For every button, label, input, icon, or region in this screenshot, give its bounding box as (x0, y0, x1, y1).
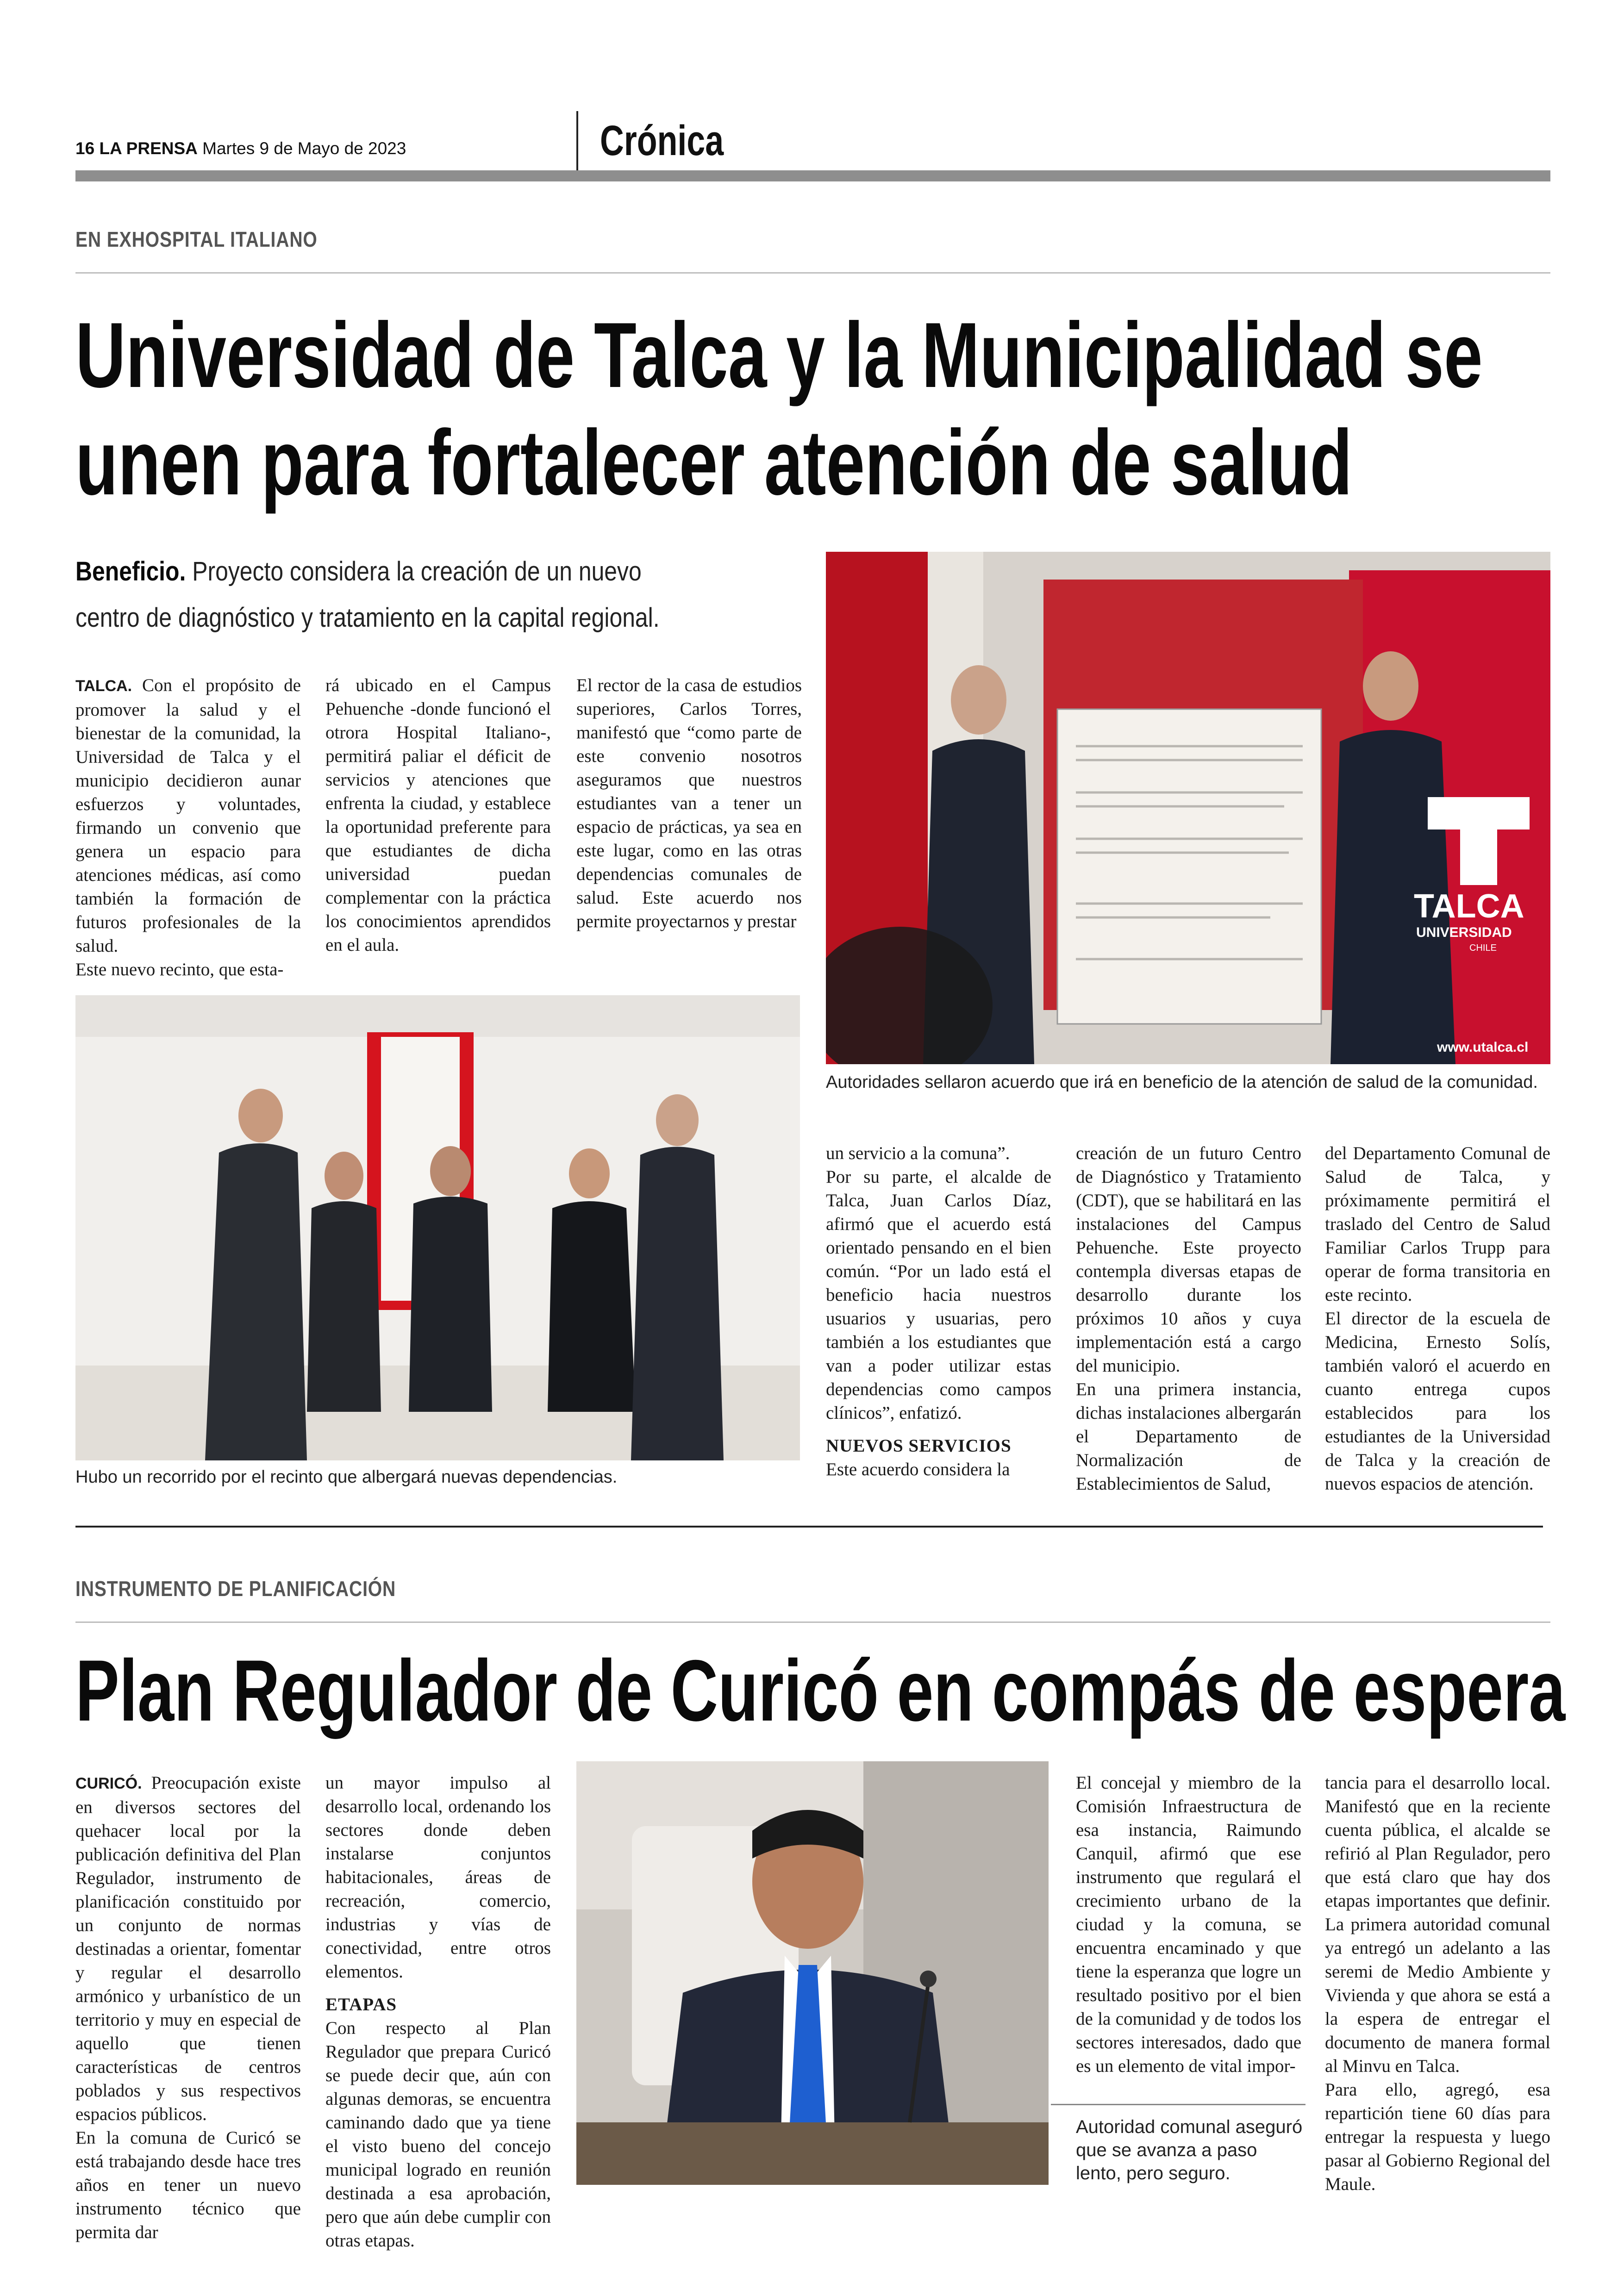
article1-column-1 (75, 674, 301, 981)
article1-column-6 (1325, 1141, 1550, 1496)
councilman-portrait-illustration (576, 1761, 1049, 2185)
signing-ceremony-photo (826, 552, 1550, 1064)
kicker-rule (75, 1621, 1550, 1623)
body-text: Con respecto al Plan Regulador que prepara Curicó se puede decir que, aún con algunas demoras, se encuentra caminando dado que ya tiene el visto bueno del concejo municipal logrado en reunión destinada a esa aprobación, pero que aún debe cumplir con otras etapas. (325, 2018, 551, 2251)
councilman-portrait-photo (576, 1761, 1049, 2185)
banner-country: CHILE (1469, 943, 1497, 953)
article2-column-4 (1325, 1771, 1550, 2196)
body-text: Para ello, agregó, esa repartición tiene 60 días para entregar la respuesta y luego pasar al Gobierno Regional del Maule. (1325, 2080, 1550, 2194)
banner-url: www.utalca.cl (1437, 1040, 1529, 1055)
article1-lead (75, 549, 697, 641)
article1-column-3 (576, 674, 802, 933)
photo1-caption: Autoridades sellaron acuerdo que irá en beneficio de la atención de salud de la comunidad. (826, 1073, 1538, 1092)
lead-text: Proyecto considera la creación de un nuevo centro de diagnóstico y tratamiento en la capital regional. (75, 556, 660, 633)
body-text: El concejal y miembro de la Comisión Infraestructura de esa instancia, Raimundo Canquil, afirmó que ese instrumento que regulará el crecimiento urbano de la ciudad y la comuna, se encuentra encaminado y que tiene la esperanza que logre un resultado positivo por el bien de la comunidad y de todos los sectores interesados, dado que es un elemento de vital impor- (1076, 1773, 1301, 2076)
article2-kicker: INSTRUMENTO DE PLANIFICACIÓN (75, 1577, 396, 1601)
article2-column-1 (75, 1771, 301, 2244)
body-text: tancia para el desarrollo local. Manifestó que en la reciente cuenta pública, el alcalde se refirió al Plan Regulador, pero que está claro que hay dos etapas importantes que definir. La primera autoridad comunal ya entregó un adelanto a las seremi de Medio Ambiente y Vivienda y que ahora se está a la espera de entregar el documento de manera formal al Minvu en Talca. (1325, 1773, 1550, 2076)
body-text: El rector de la casa de estudios superiores, Carlos Torres, manifestó que “como parte de este convenio nosotros aseguramos que nuestros estudiantes van a tener un espacio de prácticas, ya sea en este lugar, como en las otras dependencias comunales de salud. Este acuerdo nos permite proyectarnos y prestar (576, 675, 802, 931)
article1-column-2 (325, 674, 551, 957)
body-text: En una primera instancia, dichas instalaciones albergarán el Departamento de Normalización de Establecimientos de Salud, (1076, 1379, 1301, 1494)
body-text: del Departamento Comunal de Salud de Talca, y próximamente permitirá el traslado del Centro de Salud Familiar Carlos Trupp para operar de forma transitoria en este recinto. (1325, 1143, 1550, 1305)
dateline: TALCA. (75, 677, 132, 695)
body-text: rá ubicado en el Campus Pehuenche -donde funcionó el otrora Hospital Italiano-, permitirá paliar el déficit de servicios y atenciones que enfrenta la ciudad, y establece la oportunidad preferente para que estudiantes de dicha universidad puedan complementar con la práctica los conocimientos aprendidos en el aula. (325, 675, 551, 955)
facility-tour-photo (75, 995, 800, 1460)
body-text: Por su parte, el alcalde de Talca, Juan Carlos Díaz, afirmó que el acuerdo está orientado pensando en el bien común. “Por un lado está el beneficio hacia nuestros usuarios y usuarias, pero también a los estudiantes que van a poder utilizar estas dependencias como campos clínicos”, enfatizó. (826, 1167, 1051, 1423)
page-number: 16 (75, 139, 95, 158)
body-text: Con el propósito de promover la salud y el bienestar de la comunidad, la Universidad de Talca y el municipio decidieron aunar esfuerzos y voluntades, firmando un convenio que genera un espacio para atenciones médicas, así como también la formación de futuros profesionales de la salud. (75, 675, 301, 956)
lead-label: Beneficio. (75, 556, 186, 586)
article1-kicker: EN EXHOSPITAL ITALIANO (75, 227, 318, 251)
body-text: un servicio a la comuna”. (826, 1143, 1010, 1163)
article2-subhead: ETAPAS (325, 1995, 397, 2014)
article2-column-3 (1076, 1771, 1301, 2078)
body-text: El director de la escuela de Medicina, Ernesto Solís, también valoró el acuerdo en cuanto entrega cupos establecidos para los estudiantes de la Universidad de Talca y la creación de nuevos espacios de atención. (1325, 1309, 1550, 1494)
page-header-info (75, 139, 406, 158)
banner-sub: UNIVERSIDAD (1416, 925, 1512, 940)
article1-headline-line1: Universidad de Talca y la Municipalidad se (75, 304, 1483, 407)
publication-date: Martes 9 de Mayo de 2023 (202, 139, 406, 158)
body-text: creación de un futuro Centro de Diagnóstico y Tratamiento (CDT), que se habilitará en las instalaciones del Campus Pehuenche. Este proyecto contempla diversas etapas de desarrollo durante los próximos 10 años y cuya implementación está a cargo del municipio. (1076, 1143, 1301, 1376)
body-text: un mayor impulso al desarrollo local, ordenando los sectores donde deben instalarse conjuntos habitacionales, áreas de recreación, comercio, industrias y vías de conectividad, entre otros elementos. (325, 1773, 551, 1982)
article1-column-5 (1076, 1141, 1301, 1496)
article1-headline-line2: unen para fortalecer atención de salud (75, 411, 1353, 514)
header-bar (75, 170, 1550, 181)
kicker-rule (75, 272, 1550, 274)
signing-ceremony-illustration (826, 552, 1550, 1064)
caption-rule (1051, 2104, 1305, 2105)
article2-column-2 (325, 1771, 551, 2252)
publication-name: LA PRENSA (99, 139, 198, 158)
section-name: Crónica (600, 117, 724, 164)
article2-headline: Plan Regulador de Curicó en compás de espera (75, 1642, 1566, 1739)
article1-subhead: NUEVOS SERVICIOS (826, 1436, 1012, 1456)
body-text: Preocupación existe en diversos sectores del quehacer local por la publicación definitiva del Plan Regulador, instrumento de planificación constituido por un conjunto de normas destinadas a orientar, fomentar y regular el desarrollo armónico y urbanístico de un territorio y muy en especial de aquello que tienen características de centros poblados y sus respectivos espacios públicos. (75, 1773, 301, 2124)
section-divider (75, 1526, 1543, 1528)
body-text: Este acuerdo considera la (826, 1459, 1010, 1479)
article1-column-4 (826, 1141, 1051, 1481)
banner-brand: TALCA (1414, 888, 1524, 925)
header-divider (576, 111, 578, 171)
body-text: Este nuevo recinto, que esta- (75, 960, 284, 979)
photo3-caption: Autoridad comunal aseguró que se avanza a paso lento, pero seguro. (1076, 2117, 1303, 2183)
facility-tour-illustration (75, 995, 800, 1460)
photo2-caption: Hubo un recorrido por el recinto que albergará nuevas dependencias. (75, 1467, 618, 1487)
body-text: En la comuna de Curicó se está trabajando desde hace tres años en tener un nuevo instrumento técnico que permita dar (75, 2128, 301, 2242)
dateline: CURICÓ. (75, 1775, 142, 1792)
